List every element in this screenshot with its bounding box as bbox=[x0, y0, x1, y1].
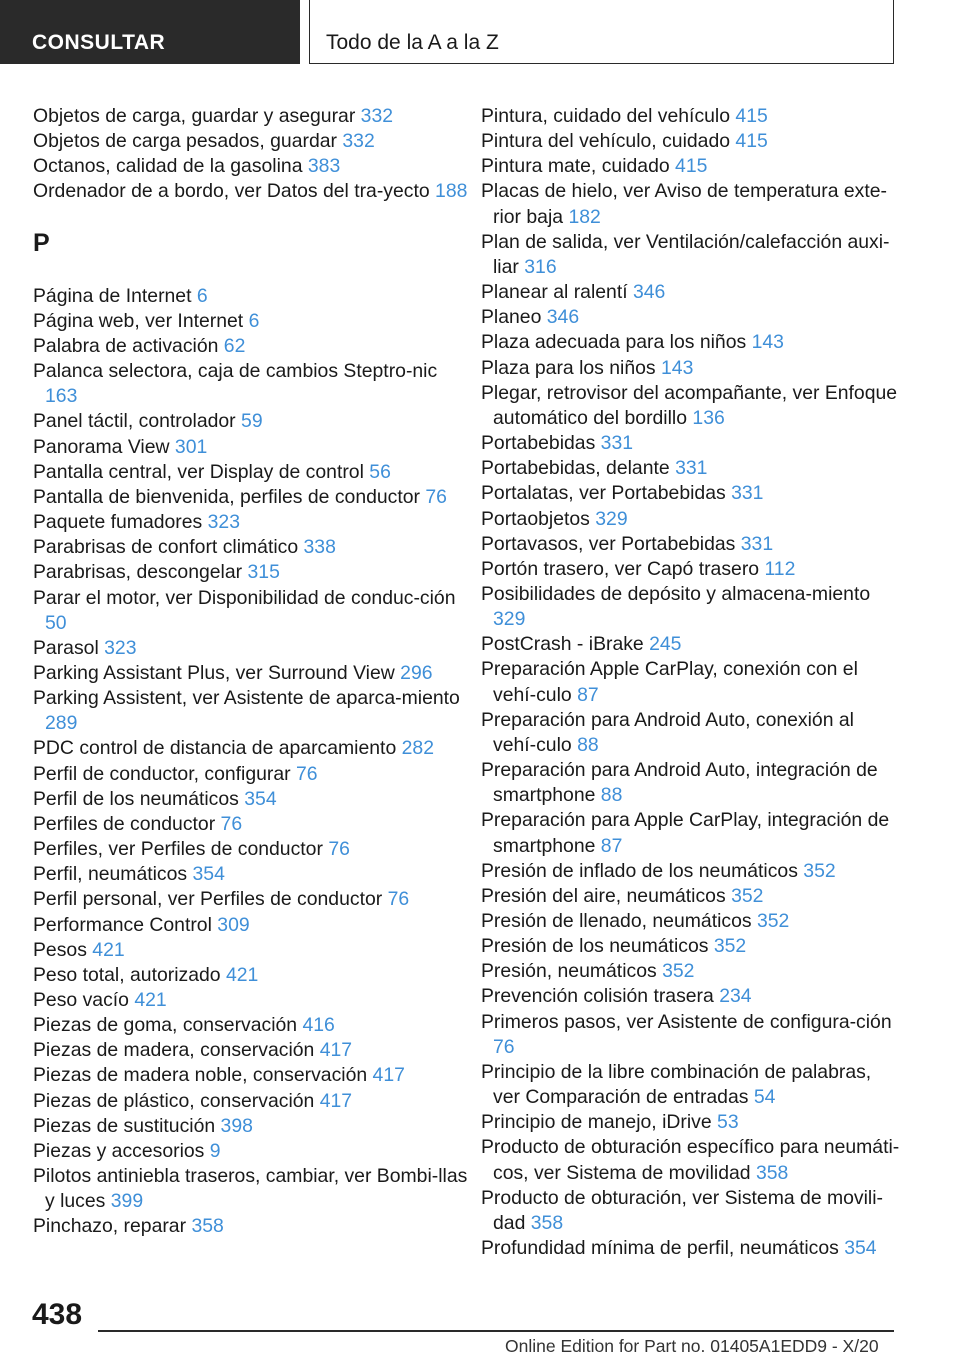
page-reference-link[interactable]: 332 bbox=[360, 105, 394, 127]
index-entry bbox=[33, 309, 473, 334]
page-reference-link[interactable]: 352 bbox=[731, 884, 764, 907]
index-entry bbox=[481, 959, 901, 984]
page-reference-link[interactable]: 352 bbox=[662, 960, 695, 983]
index-entry bbox=[33, 154, 473, 179]
index-entry-text: Parasol bbox=[33, 636, 105, 659]
index-column-right bbox=[481, 104, 901, 1261]
index-entry-text: Pintura mate, cuidado bbox=[481, 155, 676, 178]
page-reference-link[interactable]: 50 bbox=[45, 611, 67, 634]
index-entry-text: Preparación para Apple CarPlay, integración de smartphone bbox=[481, 809, 890, 857]
page-reference-link[interactable]: 315 bbox=[247, 561, 280, 584]
index-entry bbox=[33, 1089, 473, 1114]
page-reference-link[interactable]: 289 bbox=[45, 712, 78, 735]
page-reference-link[interactable]: 421 bbox=[134, 989, 167, 1011]
index-entry bbox=[481, 280, 901, 305]
index-entry-text: Plaza para los niños bbox=[481, 356, 662, 379]
page-reference-link[interactable]: 329 bbox=[493, 608, 526, 631]
index-entry-text: Principio de la libre combinación de palabras, ver Comparación de entradas bbox=[481, 1060, 872, 1109]
page-number: 438 bbox=[32, 1298, 83, 1331]
index-entry-text: Performance Control bbox=[33, 913, 218, 936]
index-entry bbox=[481, 632, 901, 657]
page-reference-link[interactable]: 358 bbox=[755, 1161, 789, 1184]
index-entry-text: Portón trasero, ver Capó trasero bbox=[481, 557, 765, 580]
index-entry-text: Portalatas, ver Portabebidas bbox=[481, 482, 732, 505]
page-reference-link[interactable]: 88 bbox=[600, 784, 623, 807]
index-entry-text: Piezas de madera, conservación bbox=[33, 1039, 320, 1062]
index-entry bbox=[481, 984, 901, 1009]
index-entry bbox=[33, 359, 473, 409]
index-entry-text: Preparación Apple CarPlay, conexión con el vehí-culo bbox=[481, 658, 858, 706]
index-entry bbox=[481, 507, 901, 532]
page-reference-link[interactable]: 316 bbox=[524, 255, 557, 278]
index-entry-text: Perfiles, ver Perfiles de conductor bbox=[33, 838, 329, 861]
index-entry bbox=[481, 758, 901, 808]
index-entry-text: Plegar, retrovisor del acompañante, ver Enfoque automático del bordillo bbox=[481, 381, 898, 429]
index-entry-text: Pesos bbox=[33, 938, 93, 961]
index-entry-text: Piezas de madera noble, conservación bbox=[33, 1064, 373, 1087]
index-entry-text: Preparación para Android Auto, integración de smartphone bbox=[481, 759, 878, 807]
index-entry bbox=[33, 887, 473, 912]
index-entry-text: Planeo bbox=[481, 306, 547, 329]
page-reference-link[interactable]: 329 bbox=[595, 507, 628, 530]
index-entry bbox=[481, 1110, 901, 1135]
index-entry-text: Parar el motor, ver Disponibilidad de conduc-ción bbox=[33, 586, 456, 609]
index-entry bbox=[481, 431, 901, 456]
index-entry bbox=[33, 485, 473, 510]
index-entry bbox=[481, 532, 901, 557]
page-reference-link[interactable]: 112 bbox=[764, 557, 796, 580]
page-reference-link[interactable]: 143 bbox=[661, 356, 694, 379]
index-entry-text: Objetos de carga, guardar y asegurar bbox=[33, 105, 361, 127]
index-entry-text: Panorama View bbox=[33, 435, 175, 458]
page-reference-link[interactable]: 352 bbox=[756, 910, 790, 932]
page-reference-link[interactable]: 143 bbox=[751, 331, 784, 354]
index-entry bbox=[481, 808, 901, 858]
index-entry bbox=[33, 1063, 473, 1088]
index-entry bbox=[481, 179, 901, 229]
page-reference-link[interactable]: 415 bbox=[735, 105, 768, 127]
index-entry bbox=[33, 988, 473, 1013]
index-entry bbox=[33, 334, 473, 359]
index-entry bbox=[33, 762, 473, 787]
page-reference-link[interactable]: 53 bbox=[717, 1111, 739, 1134]
index-entry bbox=[481, 154, 901, 179]
page-reference-link[interactable]: 323 bbox=[207, 511, 240, 534]
page-reference-link[interactable]: 346 bbox=[546, 306, 580, 329]
page-reference-link[interactable]: 421 bbox=[92, 938, 125, 961]
index-entry-text: Pantalla central, ver Display de control bbox=[33, 460, 370, 483]
index-entry bbox=[33, 1164, 473, 1214]
index-entry bbox=[33, 104, 473, 129]
index-entry bbox=[481, 657, 901, 707]
index-entry-text: Perfiles de conductor bbox=[33, 812, 221, 835]
index-entry bbox=[33, 510, 473, 535]
index-entry bbox=[481, 934, 901, 959]
index-entry-text: Pintura del vehículo, cuidado bbox=[481, 130, 736, 153]
index-entry-text: Profundidad mínima de perfil, neumáticos bbox=[481, 1237, 845, 1260]
page-reference-link[interactable]: 9 bbox=[209, 1139, 221, 1162]
page-reference-link[interactable]: 182 bbox=[568, 205, 601, 228]
index-entry bbox=[481, 884, 901, 909]
index-entry bbox=[481, 129, 901, 154]
page-reference-link[interactable]: 136 bbox=[692, 406, 725, 429]
index-entry bbox=[481, 330, 901, 355]
index-entry-text: Presión, neumáticos bbox=[481, 960, 663, 983]
page-reference-link[interactable]: 415 bbox=[675, 155, 708, 178]
index-entry-text: Posibilidades de depósito y almacena-miento bbox=[481, 582, 871, 605]
index-entry-text: Peso total, autorizado bbox=[33, 963, 226, 986]
index-entry-text: Plan de salida, ver Ventilación/calefacción auxi-liar bbox=[481, 230, 890, 278]
index-entry bbox=[33, 560, 473, 585]
index-entry bbox=[33, 963, 473, 988]
page-reference-link[interactable]: 331 bbox=[731, 482, 764, 505]
index-entry bbox=[33, 460, 473, 485]
index-entry-text: Presión de los neumáticos bbox=[481, 935, 714, 958]
page-reference-link[interactable]: 417 bbox=[319, 1039, 353, 1062]
index-entry bbox=[33, 179, 473, 204]
index-entry-text: Placas de hielo, ver Aviso de temperatura exte-rior baja bbox=[481, 180, 887, 228]
page-reference-link[interactable]: 6 bbox=[196, 284, 208, 307]
index-entry-text: Plaza adecuada para los niños bbox=[481, 331, 752, 354]
index-entry-text: Perfil de los neumáticos bbox=[33, 787, 245, 810]
index-entry-text: Presión de inflado de los neumáticos bbox=[481, 859, 804, 882]
index-entry bbox=[33, 787, 473, 812]
index-entry-text: Presión de llenado, neumáticos bbox=[481, 910, 757, 932]
index-entry bbox=[33, 1139, 473, 1164]
index-entry-text: Pinchazo, reparar bbox=[33, 1215, 192, 1238]
index-entry-text: Preparación para Android Auto, conexión al vehí-culo bbox=[481, 708, 854, 756]
page-reference-link[interactable]: 358 bbox=[530, 1211, 564, 1234]
page-reference-link[interactable]: 323 bbox=[104, 636, 137, 659]
index-entry bbox=[33, 1114, 473, 1139]
page-reference-link[interactable]: 331 bbox=[600, 432, 634, 455]
page-reference-link[interactable]: 354 bbox=[844, 1237, 877, 1260]
index-entry bbox=[33, 736, 473, 761]
page-reference-link[interactable]: 331 bbox=[740, 532, 774, 555]
letter-heading: P bbox=[33, 228, 50, 257]
index-entry bbox=[481, 104, 901, 129]
index-list-o bbox=[33, 104, 473, 205]
page-reference-link[interactable]: 87 bbox=[577, 683, 599, 706]
page-reference-link[interactable]: 415 bbox=[735, 130, 768, 153]
index-entry-text: Página web, ver Internet bbox=[33, 309, 249, 332]
index-entry-text: Portaobjetos bbox=[481, 507, 596, 530]
page-reference-link[interactable]: 301 bbox=[174, 435, 208, 458]
page-reference-link[interactable]: 76 bbox=[296, 762, 318, 785]
footer-divider bbox=[98, 1330, 894, 1332]
index-entry-text: Piezas de plástico, conservación bbox=[33, 1089, 320, 1112]
index-entry-text: Portabebidas, delante bbox=[481, 457, 676, 480]
page-title: Todo de la A a la Z bbox=[326, 31, 499, 54]
index-entry-text: Pintura, cuidado del vehículo bbox=[481, 105, 736, 127]
index-entry bbox=[481, 481, 901, 506]
index-entry bbox=[481, 456, 901, 481]
index-entry-text: Palabra de activación bbox=[33, 334, 224, 357]
page-reference-link[interactable]: 352 bbox=[713, 935, 747, 958]
page-reference-link[interactable]: 352 bbox=[803, 859, 836, 882]
index-entry bbox=[33, 284, 473, 309]
index-entry bbox=[33, 862, 473, 887]
page-reference-link[interactable]: 76 bbox=[425, 485, 447, 508]
page-reference-link[interactable]: 417 bbox=[372, 1064, 405, 1087]
index-entry bbox=[481, 1236, 901, 1261]
index-entry-text: Piezas de sustitución bbox=[33, 1114, 221, 1137]
page-reference-link[interactable]: 56 bbox=[369, 460, 391, 483]
page-reference-link[interactable]: 332 bbox=[342, 130, 375, 153]
index-entry bbox=[33, 661, 473, 686]
index-entry bbox=[33, 535, 473, 560]
index-entry-text: Planear al ralentí bbox=[481, 281, 633, 304]
page-reference-link[interactable]: 76 bbox=[328, 838, 350, 861]
page-reference-link[interactable]: 87 bbox=[600, 834, 623, 857]
page-reference-link[interactable]: 358 bbox=[191, 1215, 224, 1238]
index-entry-text: Palanca selectora, caja de cambios Steptro-nic bbox=[33, 360, 438, 383]
page-reference-link[interactable]: 54 bbox=[753, 1086, 776, 1109]
page-reference-link[interactable]: 421 bbox=[225, 963, 259, 986]
footer-edition: Online Edition for Part no. 01405A1EDD9 - X/20 bbox=[505, 1336, 879, 1356]
page-reference-link[interactable]: 59 bbox=[241, 410, 263, 433]
index-entry bbox=[33, 686, 473, 736]
index-entry-text: Parking Assistent, ver Asistente de aparca-miento bbox=[33, 687, 460, 710]
index-entry-text: Presión del aire, neumáticos bbox=[481, 884, 732, 907]
page-reference-link[interactable]: 234 bbox=[719, 985, 752, 1008]
page-reference-link[interactable]: 296 bbox=[400, 661, 433, 684]
index-entry-text: Perfil, neumáticos bbox=[33, 863, 193, 886]
index-entry-text: Producto de obturación, ver Sistema de movili-dad bbox=[481, 1186, 884, 1234]
index-entry-text: Paquete fumadores bbox=[33, 511, 208, 534]
index-entry bbox=[481, 230, 901, 280]
index-entry-text: Página de Internet bbox=[33, 284, 197, 307]
index-entry-text: PDC control de distancia de aparcamiento bbox=[33, 737, 402, 760]
page-reference-link[interactable]: 338 bbox=[303, 536, 336, 559]
index-entry bbox=[33, 812, 473, 837]
index-entry bbox=[481, 582, 901, 632]
index-entry bbox=[33, 913, 473, 938]
index-entry bbox=[33, 1038, 473, 1063]
index-entry-text: Perfil de conductor, configurar bbox=[33, 762, 296, 785]
index-entry bbox=[33, 586, 473, 636]
index-entry-text: Parking Assistant Plus, ver Surround View bbox=[33, 661, 401, 684]
index-entry bbox=[481, 557, 901, 582]
page-reference-link[interactable]: 163 bbox=[45, 385, 78, 408]
page-reference-link[interactable]: 245 bbox=[649, 633, 682, 656]
page-reference-link[interactable]: 354 bbox=[192, 863, 225, 886]
index-entry bbox=[481, 859, 901, 884]
page-reference-link[interactable]: 309 bbox=[217, 913, 250, 936]
index-entry-text: Perfil personal, ver Perfiles de conductor bbox=[33, 888, 388, 911]
index-entry bbox=[481, 381, 901, 431]
index-entry bbox=[33, 837, 473, 862]
page-reference-link[interactable]: 188 bbox=[435, 180, 468, 203]
index-entry-text: Parabrisas de confort climático bbox=[33, 536, 304, 559]
index-entry bbox=[33, 1013, 473, 1038]
index-entry-text: Objetos de carga pesados, guardar bbox=[33, 130, 343, 153]
page-reference-link[interactable]: 6 bbox=[248, 309, 260, 332]
index-entry bbox=[33, 409, 473, 434]
page-reference-link[interactable]: 62 bbox=[223, 334, 246, 357]
index-entry bbox=[33, 636, 473, 661]
page-reference-link[interactable]: 399 bbox=[110, 1190, 144, 1213]
index-entry-text: Prevención colisión trasera bbox=[481, 985, 720, 1008]
index-entry bbox=[481, 1135, 901, 1185]
index-list-p bbox=[33, 284, 473, 1240]
index-entry-text: Pilotos antiniebla traseros, cambiar, ver Bombi-llas y luces bbox=[33, 1165, 468, 1213]
index-list-p-continued bbox=[481, 104, 901, 1261]
index-entry bbox=[33, 1214, 473, 1239]
index-entry-text: Peso vacío bbox=[33, 989, 135, 1011]
index-entry bbox=[481, 1010, 901, 1060]
index-entry-text: Octanos, calidad de la gasolina bbox=[33, 155, 308, 178]
index-entry bbox=[481, 909, 901, 934]
index-entry-text: Piezas y accesorios bbox=[33, 1139, 210, 1162]
index-entry bbox=[481, 708, 901, 758]
page-reference-link[interactable]: 282 bbox=[401, 737, 434, 760]
page-reference-link[interactable]: 76 bbox=[220, 812, 243, 835]
index-entry bbox=[33, 129, 473, 154]
index-entry bbox=[481, 305, 901, 330]
section-tab-label: CONSULTAR bbox=[32, 31, 166, 54]
page-reference-link[interactable]: 417 bbox=[319, 1089, 353, 1112]
page-reference-link[interactable]: 346 bbox=[632, 281, 666, 304]
index-entry-text: Piezas de goma, conservación bbox=[33, 1014, 303, 1037]
index-entry bbox=[481, 1060, 901, 1110]
index-entry bbox=[33, 938, 473, 963]
index-entry bbox=[33, 435, 473, 460]
page-reference-link[interactable]: 354 bbox=[244, 787, 277, 810]
index-entry-text: PostCrash - iBrake bbox=[481, 633, 650, 656]
page-reference-link[interactable]: 416 bbox=[302, 1014, 335, 1037]
index-entry-text: Primeros pasos, ver Asistente de configura-ción bbox=[481, 1010, 892, 1033]
index-entry-text: Parabrisas, descongelar bbox=[33, 561, 248, 584]
index-entry bbox=[481, 356, 901, 381]
index-entry-text: Producto de obturación específico para neumáti-cos, ver Sistema de movilidad bbox=[481, 1136, 900, 1184]
index-entry-text: Portavasos, ver Portabebidas bbox=[481, 532, 741, 555]
index-entry-text: Panel táctil, controlador bbox=[33, 410, 242, 433]
index-entry-text: Principio de manejo, iDrive bbox=[481, 1111, 718, 1134]
index-entry-text: Portabebidas bbox=[481, 432, 601, 455]
page-reference-link[interactable]: 331 bbox=[675, 457, 708, 480]
page-reference-link[interactable]: 398 bbox=[220, 1114, 253, 1137]
page-reference-link[interactable]: 88 bbox=[577, 733, 599, 756]
page-reference-link[interactable]: 76 bbox=[493, 1035, 515, 1058]
index-entry bbox=[481, 1186, 901, 1236]
index-column-left bbox=[33, 104, 473, 1240]
page-reference-link[interactable]: 76 bbox=[387, 888, 410, 911]
index-entry-text: Ordenador de a bordo, ver Datos del tra-yecto bbox=[33, 180, 436, 203]
index-entry-text: Pantalla de bienvenida, perfiles de conductor bbox=[33, 485, 426, 508]
page-reference-link[interactable]: 383 bbox=[307, 155, 341, 178]
